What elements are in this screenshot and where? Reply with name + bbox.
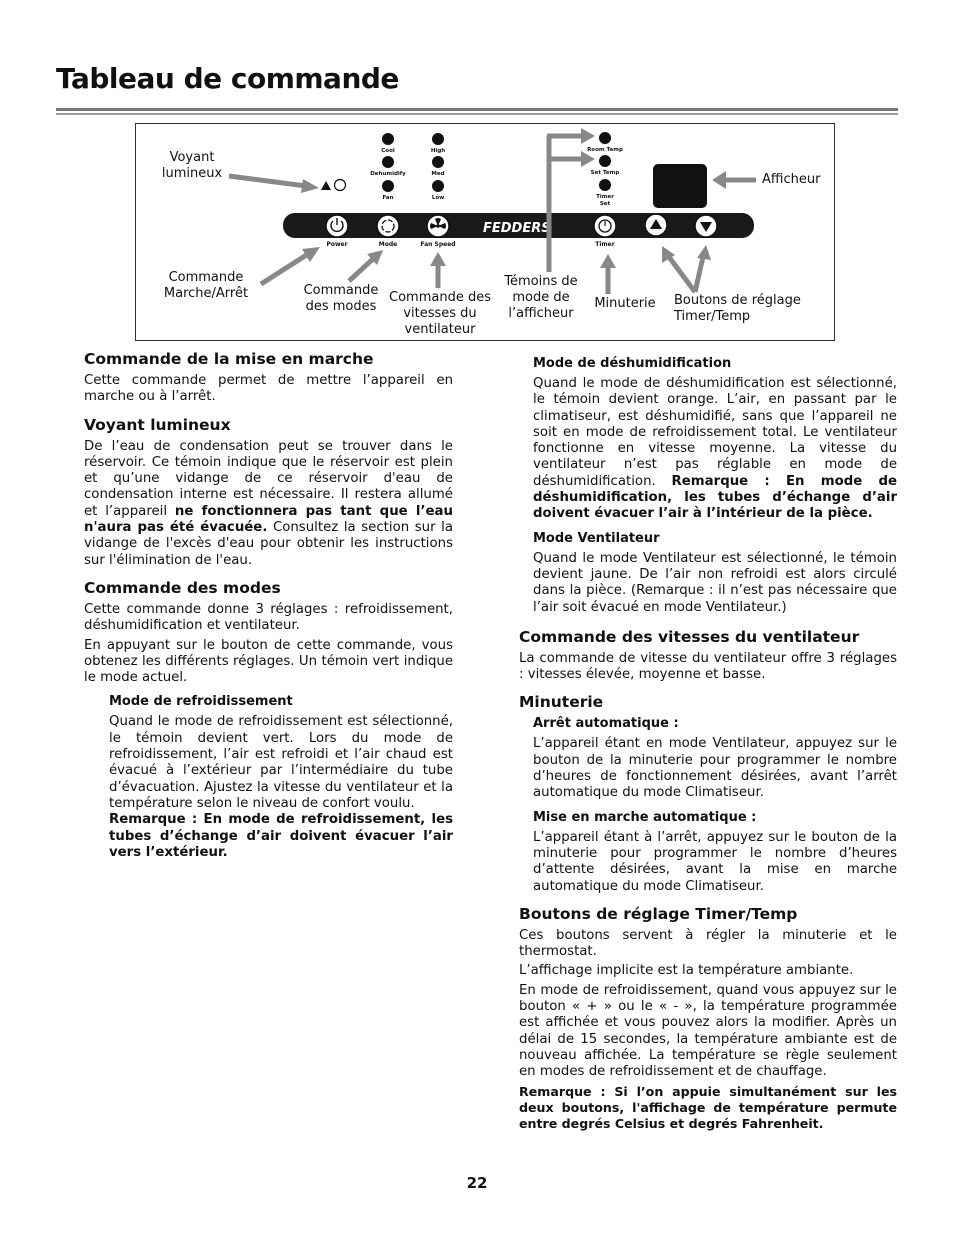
timer-set-led-label-1: Timer: [596, 194, 614, 200]
text-refroidissement: Quand le mode de refroidissement est sélectionné, le témoin devient vert. Lors du mode de refroidissement, l’air est refroidi et l’air chaud est évacué à l’extérieur par l’intermédiaire du tube d’évacuation. Ajustez la vitesse du ventilateur et la température selon le niveau de confort voulu.: [109, 714, 453, 811]
power-label: Power: [326, 241, 348, 248]
room-temp-led: [599, 132, 611, 144]
control-panel-figure: [135, 123, 835, 341]
text-voyant: De l’eau de condensation peut se trouver dans le réservoir. Ce témoin indique que le réservoir est plein et qu’une vidange de ce réservoir d'eau de condensation interne est nécessaire. Il restera allumé et l’appareil ne fonctionnera pas tant que l’eau n'aura pas été évacuée. Consultez la section sur la vidange de l'excès d'eau pour obtenir les instructions sur l'élimination de l'eau.: [84, 438, 453, 568]
callout-modes: Commande des modes: [303, 283, 379, 314]
left-column: [84, 350, 453, 871]
callout-minuterie: Minuterie: [594, 296, 656, 311]
title-rule-bottom: [56, 113, 898, 115]
heading-vitesses: Commande des vitesses du ventilateur: [519, 627, 860, 646]
water-full-led: [335, 180, 346, 191]
set-temp-led: [599, 155, 611, 167]
heading-deshumidification: Mode de déshumidification: [533, 356, 732, 371]
heading-voyant: Voyant lumineux: [84, 415, 231, 434]
subsection-deshumidification: [533, 356, 897, 523]
high-led-label: High: [430, 148, 446, 154]
section-vitesses: [519, 628, 897, 684]
cool-led: [382, 133, 394, 145]
text-boutons-2: L’affichage implicite est la température ambiante.: [519, 963, 854, 979]
heading-boutons-reglage: Boutons de réglage Timer/Temp: [519, 904, 798, 923]
heading-ventilateur: Mode Ventilateur: [533, 530, 660, 546]
section-mise-en-marche: [84, 350, 453, 406]
heading-minuterie: Minuterie: [519, 693, 604, 712]
text-boutons-3: En mode de refroidissement, quand vous appuyez sur le bouton « + » ou le « - », la température programmée est affichée et vous pouvez alors la modifier. Après un délai de 15 secondes, la température ambiante est de nouveau affichée. La température se règle seulement en modes de refroidissement et de chauffage.: [519, 982, 897, 1080]
heading-marche-auto: Mise en marche automatique :: [533, 809, 757, 825]
section-modes: [84, 579, 453, 861]
med-led: [432, 156, 444, 168]
subsection-arret-auto: [533, 716, 897, 801]
text-modes-1: Cette commande donne 3 réglages : refroidissement, déshumidification et ventilateur.: [84, 601, 453, 634]
text-marche-auto: L’appareil étant à l’arrêt, appuyez sur le bouton de la minuterie pour programmer le nombre d’heures d’attente désirées, avant la mise en marche automatique du mode Climatiseur.: [533, 829, 897, 894]
page-title: Tableau de commande: [56, 62, 399, 95]
page-number: 22: [466, 1174, 488, 1192]
low-led-label: Low: [431, 195, 445, 201]
dehumidify-led-label: Dehumidify: [370, 171, 406, 177]
timer-set-led: [599, 179, 611, 191]
text-mise-en-marche: Cette commande permet de mettre l’appareil en marche ou à l’arrêt.: [84, 373, 453, 405]
callout-vitesses: Commande des vitesses du ventilateur: [389, 290, 491, 337]
text-arret-auto: L’appareil étant en mode Ventilateur, appuyez sur le bouton de la minuterie pour programmer le nombre d’heures de fonctionnement désirées, avant l’arrêt automatique du mode Climatiseur.: [533, 736, 897, 801]
subsection-ventilateur: [533, 531, 897, 616]
display-screen: [653, 164, 707, 208]
timer-set-led-label-2: Set: [599, 201, 611, 207]
fan-led-label: Fan: [382, 195, 394, 201]
med-led-label: Med: [431, 171, 445, 177]
callout-boutons: Boutons de réglage Timer/Temp: [674, 293, 801, 324]
brand-logo: FEDDERS: [483, 221, 551, 236]
right-column: [519, 350, 897, 1142]
section-minuterie: [519, 693, 897, 894]
mode-button[interactable]: [377, 215, 399, 237]
section-voyant: [84, 416, 453, 569]
room-temp-led-label: Room Temp: [587, 147, 623, 153]
text-vitesses: La commande de vitesse du ventilateur offre 3 réglages : vitesses élevée, moyenne et basse.: [519, 650, 897, 683]
subsection-refroidissement: [109, 694, 453, 861]
heading-refroidissement: Mode de refroidissement: [109, 694, 293, 710]
callout-afficheur: Afficheur: [762, 172, 821, 187]
heading-modes: Commande des modes: [84, 578, 281, 597]
warning-icon: [321, 181, 331, 190]
high-led: [432, 133, 444, 145]
dehumidify-led: [382, 156, 394, 168]
heading-mise-en-marche: Commande de la mise en marche: [84, 350, 374, 368]
cool-led-label: Cool: [381, 148, 395, 154]
text-modes-2: En appuyant sur le bouton de cette commande, vous obtenez les différents réglages. Un témoin vert indique le mode actuel.: [84, 637, 453, 686]
callout-marche: Commande Marche/Arrêt: [163, 270, 249, 301]
title-rule-top: [56, 108, 898, 111]
callout-voyant: Voyant lumineux: [161, 150, 223, 181]
text-ventilateur: Quand le mode Ventilateur est sélectionné, le témoin devient jaune. De l’air non refroidi est alors circulé dans la pièce. (Remarque : il n’est pas nécessaire que l’air soit évacué en mode Ventilateur.): [533, 550, 897, 615]
fan-speed-label: Fan Speed: [420, 241, 456, 248]
set-temp-led-label: Set Temp: [590, 170, 620, 176]
section-boutons-reglage: [519, 905, 897, 1133]
callout-temoins: Témoins de mode de l’afficheur: [504, 274, 578, 321]
mode-label: Mode: [378, 241, 398, 248]
low-led: [432, 180, 444, 192]
text-boutons-1: Ces boutons servent à régler la minuterie et le thermostat.: [519, 927, 897, 960]
subsection-marche-auto: [533, 810, 897, 895]
note-boutons: Remarque : Si l’on appuie simultanément sur les deux boutons, l'affichage de température permute entre degrés Celsius et degrés Fahrenheit.: [519, 1083, 897, 1132]
text-deshumidification: Quand le mode de déshumidification est sélectionné, le témoin devient orange. L’air, en passant par le climatiseur, est déshumidifié, sans que l’appareil ne soit en mode de refroidissement total. Le ventilateur fonctionne en vitesse moyenne. La vitesse du ventilateur n’est pas réglable en mode de déshumidification. Remarque : En mode de déshumidification, les tubes d’échange d’air doivent évacuer l’air à l’intérieur de la pièce.: [533, 376, 898, 522]
fan-led: [382, 180, 394, 192]
note-refroidissement: Remarque : En mode de refroidissement, les tubes d’échange d’air doivent évacuer l’air vers l’extérieur.: [109, 812, 453, 860]
heading-arret-auto: Arrêt automatique :: [533, 716, 679, 732]
timer-label: Timer: [595, 241, 615, 248]
